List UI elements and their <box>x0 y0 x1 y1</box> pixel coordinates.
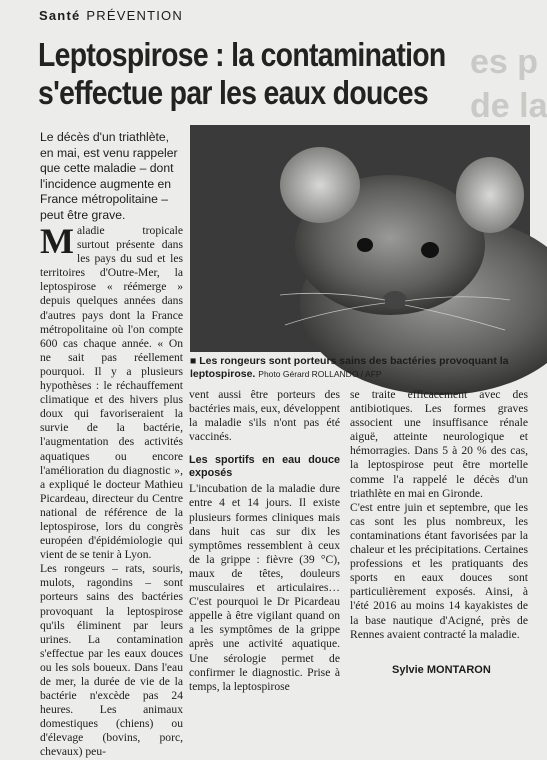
adjacent-article-ghost-text: es p de la <box>470 43 547 125</box>
author-signature: Sylvie MONTARON <box>392 664 491 676</box>
paragraph-text: aladie tropicale surtout présente dans les pays du sud et les territoires d'Outre-Mer, la leptospirose « réémerge » depuis quelques années dans d'autres pays dont la France métropolitaine où l'on compte 600 cas chaque année. « On ne sait pas réellement pourquoi. Il y a plusieurs hypothèses : le réchauffement climatique et des hivers plus doux qui favoriseraient la survie de la bactérie, l'augmentation des activités aquatiques ou encore l'amélioration du diagnostic », a expliqué le docteur Mathieu Picardeau, directeur du Centre national de référence de la leptospirose, lors du congrès européen d'épidémiologie qui vient de se tenir à Lyon. <box>40 224 183 562</box>
article-paragraph: L'incubation de la maladie dure entre 4 et 14 jours. Il existe plusieurs formes cliniques mais dans huit cas sur dix les symptômes ressemblent à ceux de la grippe : fièvre (39 °C), maux de têtes, douleurs musculaires et articulaires… C'est pourquoi le Dr Picardeau appelle à être vigilant quand on a les symptômes de la grippe après une activité aquatique. Une sérologie permet de confirmer le diagnostic. Prise à temps, la leptospirose <box>189 482 340 693</box>
article-paragraph: Les rongeurs – rats, souris, mulots, ragondins – sont porteurs sains des bactéries provoquant la leptospirose qu'ils éliminent par leurs urines. La contamination s'effectue par les eaux douces ou les sols boueux. Dans l'eau de mer, la durée de vie de la bactérie n'excède pas 24 heures. Les animaux domestiques (chiens) ou d'élevage (bovins, porc, chevaux) peu- <box>40 562 183 759</box>
article-column-3 <box>350 388 528 642</box>
article-lead: Le décès d'un triathlète, en mai, est venu rappeler que cette maladie – dont l'incidence augmente en France métropolitaine – peut être grave. <box>40 130 178 222</box>
photo-credit: Photo Gérard ROLLANDO / AFP <box>258 369 382 379</box>
rat-illustration <box>190 125 530 352</box>
article-title: Leptospirose : la contamination s'effectue par les eaux douces <box>38 36 446 111</box>
photo-caption: ■ Les rongeurs sont porteurs sains des bactéries provoquant la leptospirose. Photo Gérard ROLLANDO / AFP <box>190 355 509 380</box>
subsection-label: PRÉVENTION <box>86 8 183 23</box>
article-paragraph <box>40 221 183 562</box>
section-rubric <box>39 8 183 23</box>
drop-cap: M <box>40 221 74 261</box>
article-column-2 <box>189 388 340 694</box>
article-paragraph: vent aussi être porteurs des bactéries mais, eux, développent la maladie s'ils n'ont pas été vaccinés. <box>189 388 340 444</box>
article-subheading: Les sportifs en eau douce exposés <box>189 454 340 480</box>
caption-text: Les rongeurs sont porteurs sains des bactéries provoquant la leptospirose. <box>190 355 509 380</box>
article-paragraph: C'est entre juin et septembre, que les cas sont les plus nombreux, les contaminations étant favorisées par la chaleur et les précipitations. Certaines professions et les pratiquants des sports en eaux douces sont particulièrement exposés. Ainsi, à l'été 2016 au moins 14 kayakistes de la base nautique d'Acigné, près de Rennes avaient contracté la maladie. <box>350 500 528 641</box>
section-label: Santé <box>39 8 81 23</box>
rat-photo <box>190 125 530 352</box>
article-column-1 <box>40 221 183 760</box>
article-paragraph: se traite efficacement avec des antibiotiques. Les formes graves associent une insuffisance rénale aiguë, atteinte neurologique et hémorragies. Dans 5 à 20 % des cas, la leptospirose peut être mortelle comme l'a rappelé le décès d'un triathlète en mai en Gironde. <box>350 388 528 500</box>
